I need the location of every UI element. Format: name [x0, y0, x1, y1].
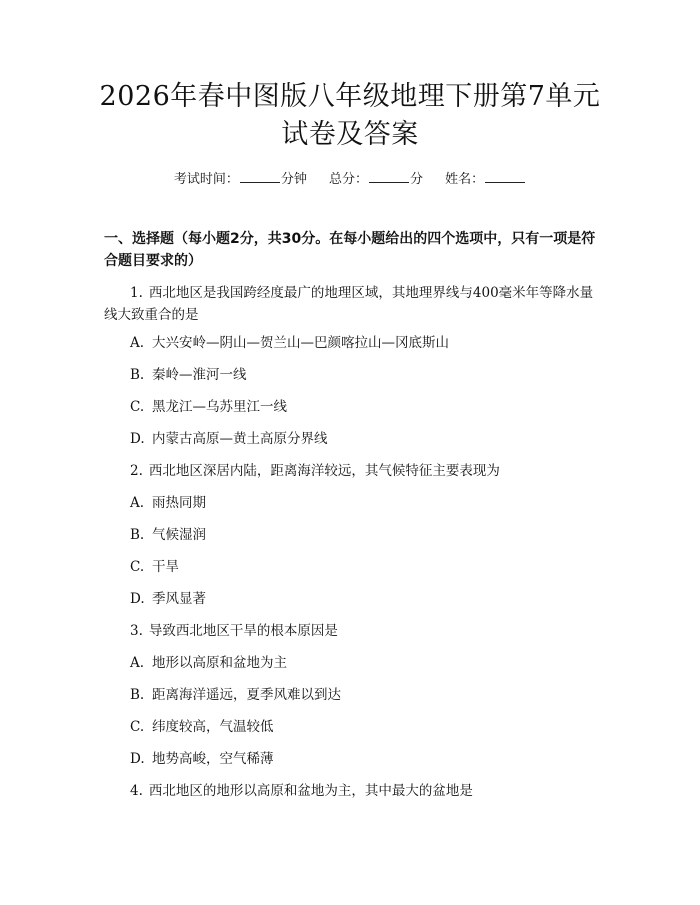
option-text: 雨热同期	[152, 495, 206, 511]
option-text: 黑龙江—乌苏里江一线	[152, 399, 287, 415]
question-1-option-a	[130, 332, 590, 354]
question-number: 1.	[130, 285, 143, 301]
option-letter: D.	[130, 591, 145, 607]
section-heading: 一、选择题（每小题2分，共30分。在每小题给出的四个选项中，只有一项是符合题目要求的）	[104, 231, 596, 269]
question-2-option-c	[130, 556, 590, 578]
question-number: 2.	[130, 463, 143, 479]
option-letter: A.	[130, 335, 145, 351]
question-1-option-b	[130, 364, 590, 386]
option-letter: C.	[130, 399, 145, 415]
question-number: 3.	[130, 623, 143, 639]
option-letter: B.	[130, 527, 145, 543]
question-number: 4.	[130, 783, 143, 799]
question-3-option-d	[130, 748, 590, 770]
time-unit: 分钟	[280, 172, 307, 187]
name-label: 姓名：	[445, 172, 485, 187]
question-text: 西北地区的地形以高原和盆地为主，其中最大的盆地是	[148, 783, 473, 799]
question-3-option-c	[130, 716, 590, 738]
exam-meta	[0, 170, 700, 189]
option-text: 气候湿润	[152, 527, 206, 543]
option-letter: C.	[130, 719, 145, 735]
option-text: 地形以高原和盆地为主	[152, 655, 287, 671]
question-2-option-d	[130, 588, 590, 610]
question-text: 导致西北地区干旱的根本原因是	[148, 623, 338, 639]
question-2-option-a	[130, 492, 590, 514]
option-text: 干旱	[152, 559, 179, 575]
question-text: 西北地区是我国跨经度最广的地理区域，其地理界线与400毫米年等降水量线大致重合的是	[104, 285, 594, 323]
option-text: 距离海洋遥远，夏季风难以到达	[152, 687, 341, 703]
score-label: 总分：	[328, 172, 368, 187]
question-text: 西北地区深居内陆，距离海洋较远，其气候特征主要表现为	[148, 463, 500, 479]
exam-score	[329, 170, 423, 189]
option-letter: B.	[130, 367, 145, 383]
option-letter: D.	[130, 431, 145, 447]
option-text: 地势高峻，空气稀薄	[152, 751, 274, 767]
question-4	[104, 780, 600, 802]
question-2-option-b	[130, 524, 590, 546]
option-text: 秦岭—淮河一线	[152, 367, 247, 383]
question-3-option-a	[130, 652, 590, 674]
time-blank	[240, 170, 280, 183]
time-label: 考试时间：	[173, 172, 239, 187]
question-1	[104, 282, 600, 326]
page-title: 2026年春中图版八年级地理下册第7单元试卷及答案	[99, 81, 601, 150]
option-letter: B.	[130, 687, 145, 703]
question-2	[104, 460, 600, 482]
question-1-option-d	[130, 428, 590, 450]
score-blank	[369, 170, 409, 183]
name-blank	[485, 170, 525, 183]
option-text: 大兴安岭—阴山—贺兰山—巴颜喀拉山—冈底斯山	[152, 335, 449, 351]
option-letter: D.	[130, 751, 145, 767]
question-3-option-b	[130, 684, 590, 706]
score-unit: 分	[410, 172, 424, 187]
option-text: 内蒙古高原—黄土高原分界线	[152, 431, 328, 447]
question-1-option-c	[130, 396, 590, 418]
exam-name	[445, 170, 526, 189]
option-letter: C.	[130, 559, 145, 575]
option-text: 纬度较高，气温较低	[152, 719, 274, 735]
option-letter: A.	[130, 495, 145, 511]
option-text: 季风显著	[152, 591, 206, 607]
exam-time	[174, 170, 307, 189]
option-letter: A.	[130, 655, 145, 671]
question-3	[104, 620, 600, 642]
